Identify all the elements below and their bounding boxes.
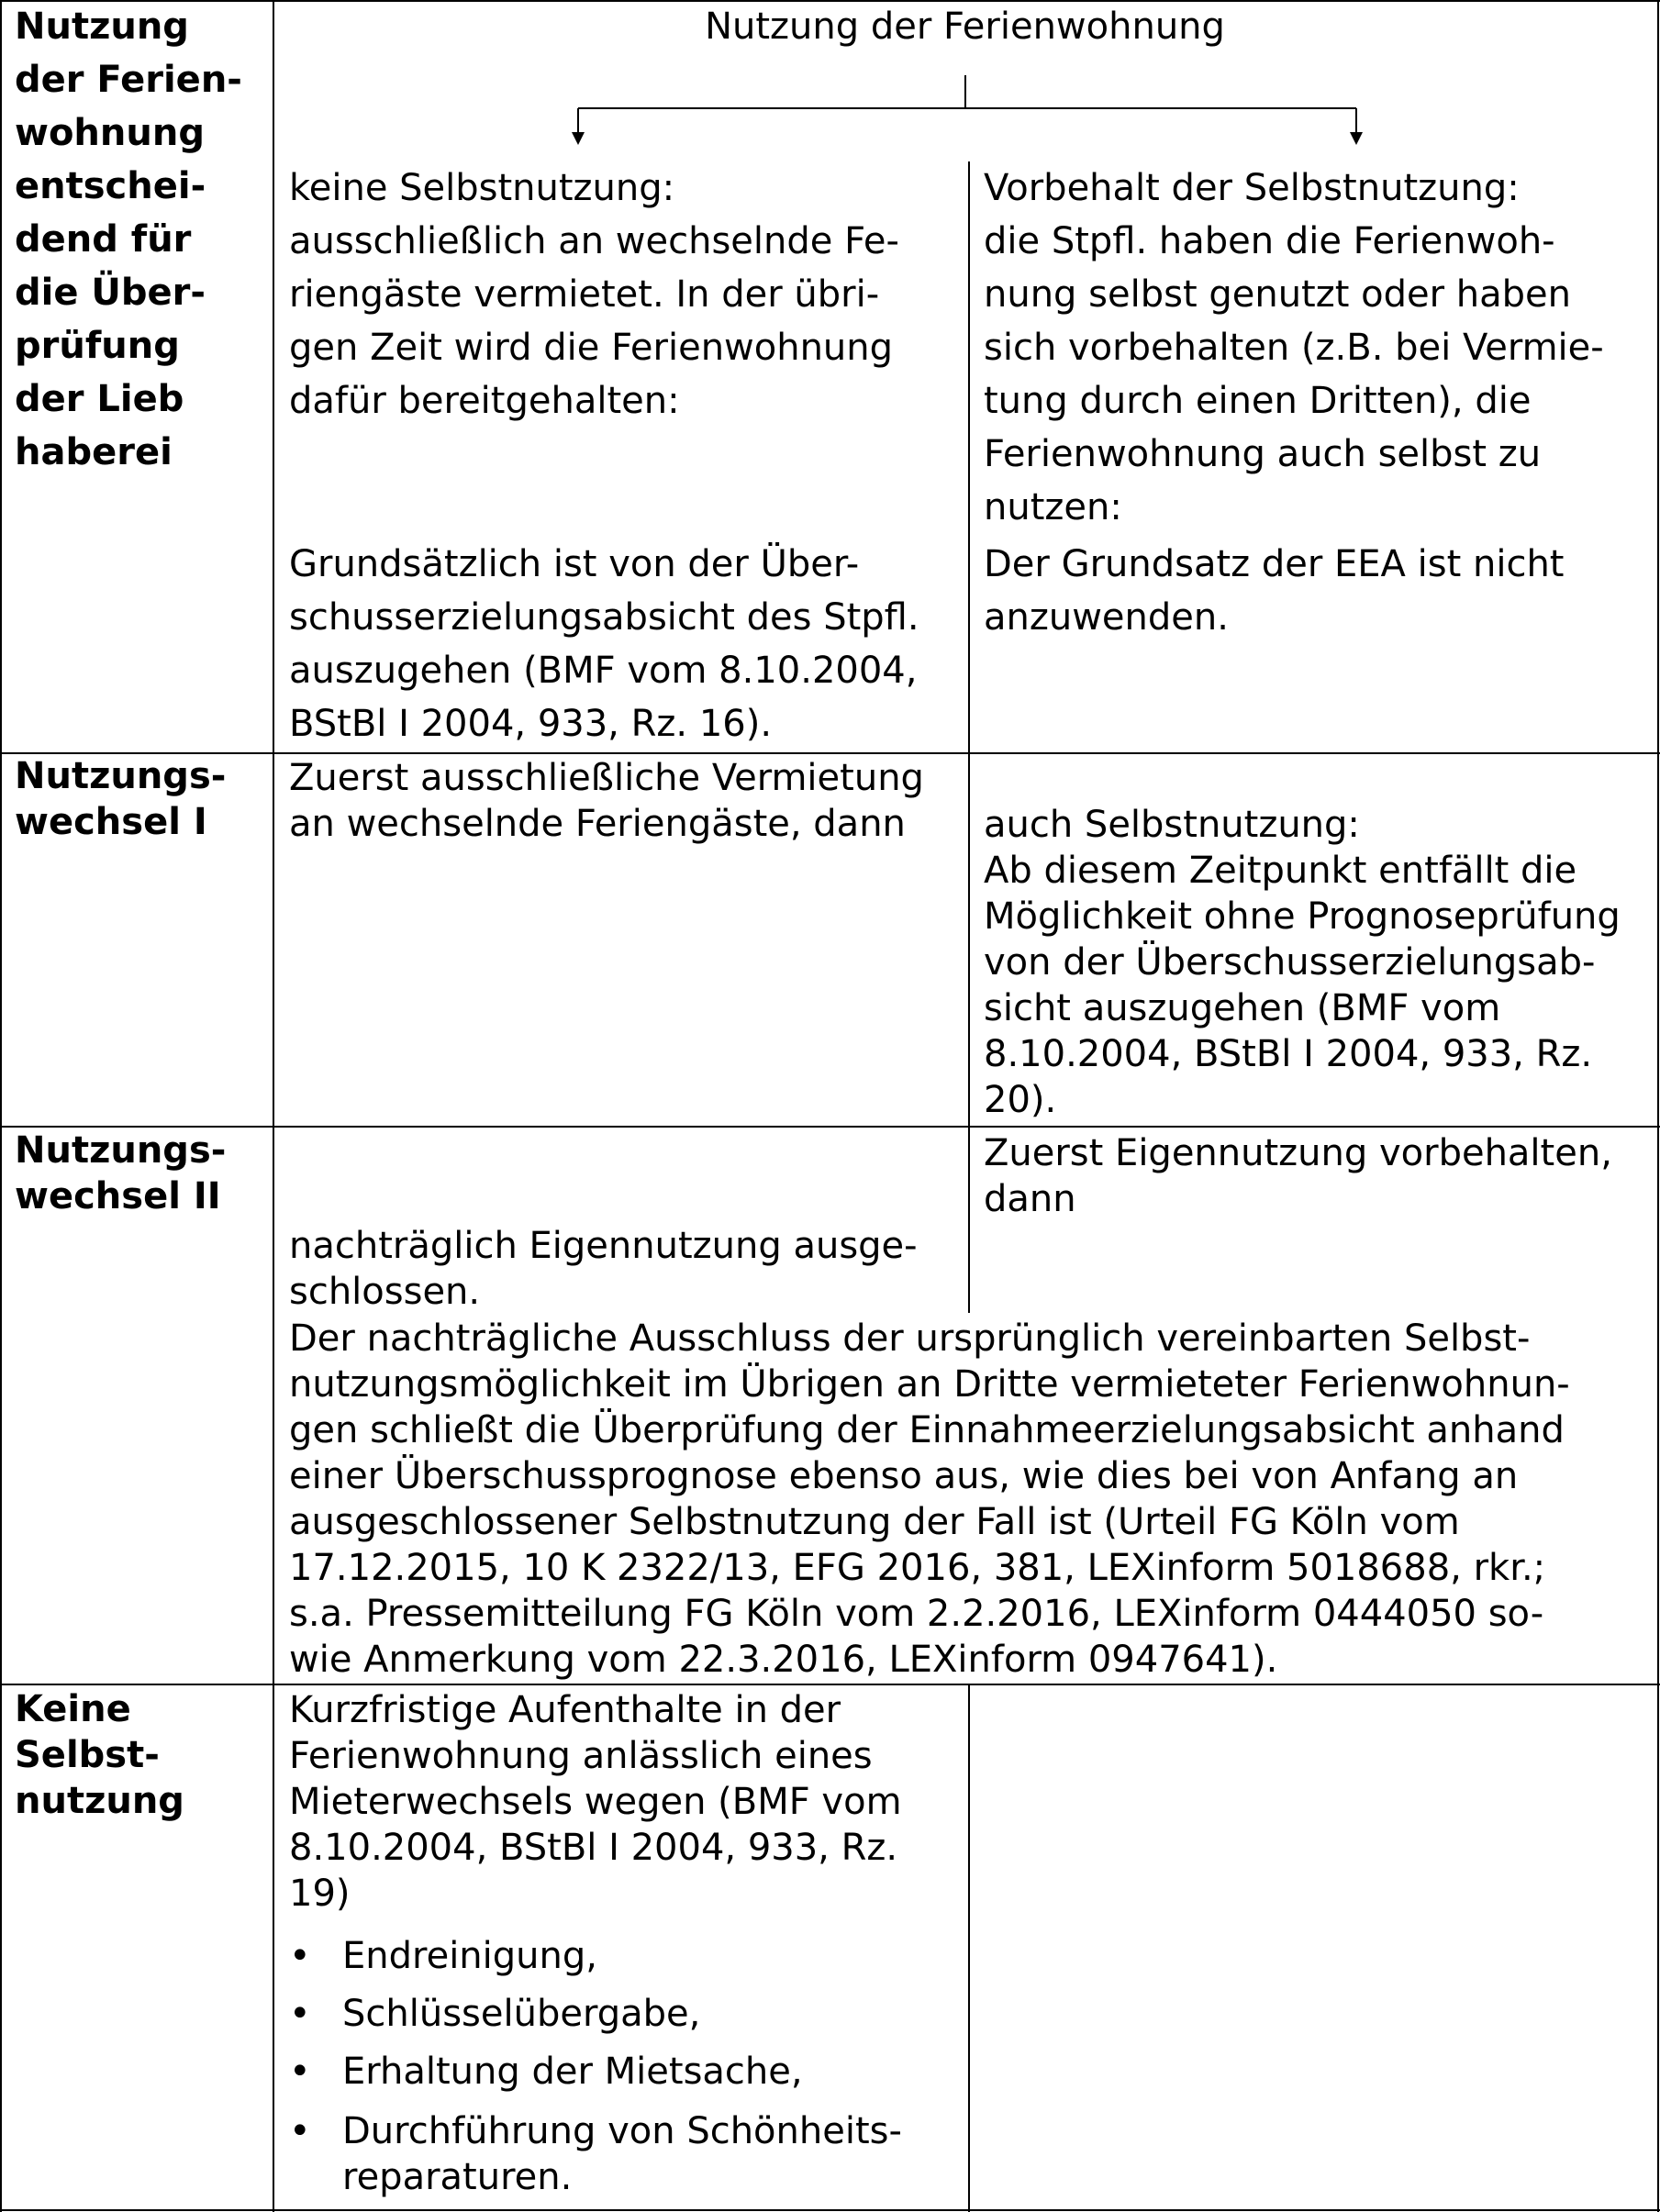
row3-column-divider (968, 1126, 970, 1313)
row-label-keine-selbstnutzung: Keine Selbst- nutzung (15, 1688, 184, 1822)
bullet-icon: • (289, 1935, 311, 1977)
table-border-bottom (0, 2209, 1660, 2211)
arrow-left-icon (572, 132, 585, 145)
row3-right: Zuerst Eigennutzung vorbehalten, dann (984, 1132, 1612, 1220)
diagram-header: Nutzung der Ferienwohnung (705, 6, 1225, 48)
row-label-nutzung: Nutzung der Ferien- wohnung entschei- dend für die Über- prüfung der Lieb haberei (15, 6, 242, 473)
row-divider-1 (0, 752, 1660, 754)
bullet-icon: • (289, 1993, 311, 2035)
row2-left: Zuerst ausschließliche Vermietung an wechselnde Feriengäste, dann (289, 757, 924, 845)
row3-left: nachträglich Eigennutzung ausge- schlossen. (289, 1225, 918, 1313)
row2-column-divider (968, 752, 970, 1126)
row4-left: Kurzfristige Aufenthalte in der Ferienwohnung anlässlich eines Mieterwechsels wegen (BMF vom 8.10.2004, BStBl I 2004, 933, Rz. 19) (289, 1689, 902, 1915)
row-divider-3 (0, 1684, 1660, 1685)
row-label-nutzungswechsel-1: Nutzungs- wechsel I (15, 755, 227, 843)
row1-column-divider (968, 161, 970, 752)
row3-full-text: Der nachträgliche Ausschluss der ursprünglich vereinbarten Selbst- nutzungsmöglichkeit im Übrigen an Dritte vermieteter Ferienwohnun- gen schließt die Überprüfung der Einnahmeerzielungsabsicht anhand einer Überschussprognose ebenso aus, wie dies bei von Anfang an ausgeschlossener Selbstnutzung der Fall ist (Urteil FG Köln vom 17.12.2015, 10 K 2322/13, EFG 2016, 381, LEXinform 5018688, rkr.; s.a. Pressemitteilung FG Köln vom 2.2.2016, LEXinform 0444050 so- wie Anmerkung vom 22.3.2016, LEXinform 0947641). (289, 1317, 1570, 1681)
row-divider-2 (0, 1126, 1660, 1128)
row2-right: auch Selbstnutzung: Ab diesem Zeitpunkt entfällt die Möglichkeit ohne Prognoseprüfung von der Überschusserzielungsab- sicht auszugehen (BMF vom 8.10.2004, BStBl I 2004, 933, Rz. 20). (984, 804, 1621, 1121)
row1-left-bottom: Grundsätzlich ist von der Über- schusserzielungsabsicht des Stpfl. auszugehen (BMF vom 8.10.2004, BStBl I 2004, 933, Rz. 16). (289, 543, 919, 745)
row1-right-top: Vorbehalt der Selbstnutzung: die Stpfl. haben die Ferienwoh- nung selbst genutzt oder haben sich vorbehalten (z.B. bei Vermie- tung durch einen Dritten), die Ferienwohnung auch selbst zu nutzen: (984, 167, 1604, 528)
row-label-nutzungswechsel-2: Nutzungs- wechsel II (15, 1129, 227, 1217)
arrow-right-icon (1350, 132, 1363, 145)
bullet-icon: • (289, 2051, 311, 2093)
row1-right-bottom: Der Grundsatz der EEA ist nicht anzuwenden. (984, 543, 1565, 639)
bullet-icon: • (289, 2110, 311, 2152)
row4-column-divider (968, 1684, 970, 2212)
table-border-right (1657, 0, 1659, 2212)
branch-arrow-diagram (0, 0, 1660, 156)
label-column-divider (273, 0, 274, 2212)
table-border-left (0, 0, 2, 2212)
row1-left-top: keine Selbstnutzung: ausschließlich an wechselnde Fe- riengäste vermietet. In der übri- gen Zeit wird die Ferienwohnung dafür bereitgehalten: (289, 167, 899, 422)
